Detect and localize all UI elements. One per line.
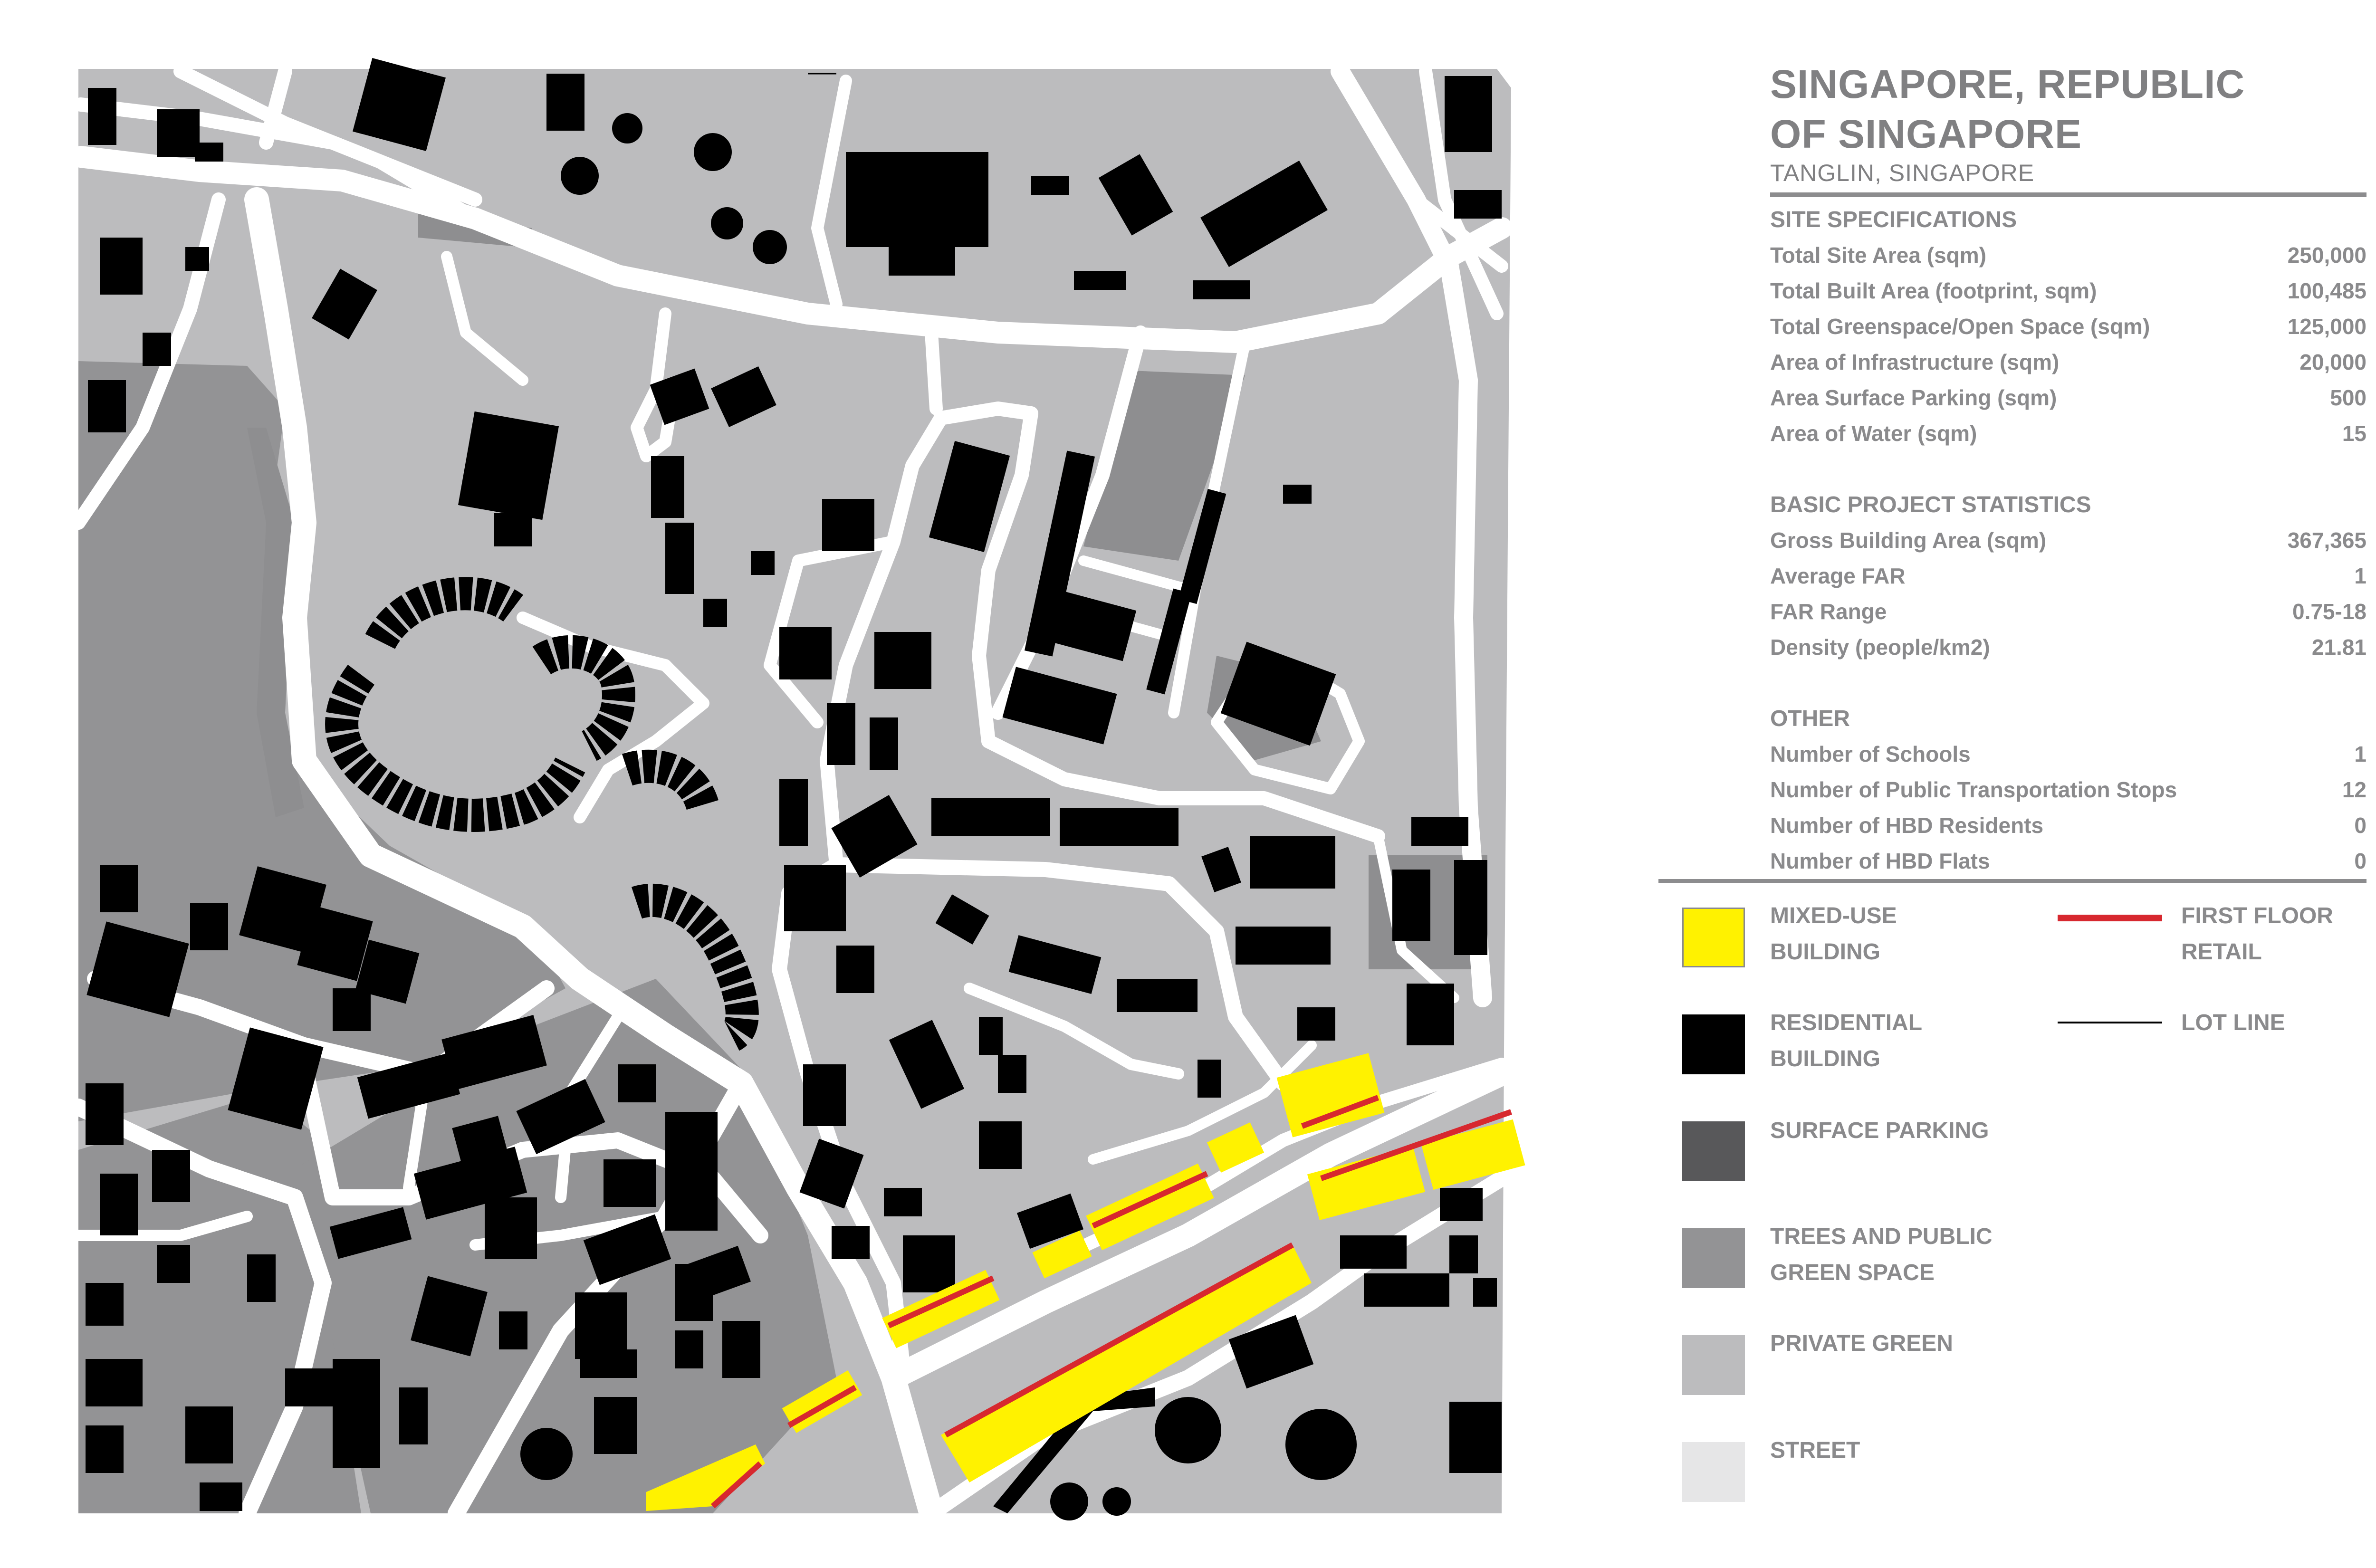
legend-label-street: STREET (1770, 1438, 1860, 1463)
legend-label-lot-line: LOT LINE (2181, 1010, 2285, 1035)
spec-value: 15 (2342, 421, 2366, 446)
legend-line-lot-line (2058, 1022, 2162, 1023)
stat-row (1770, 563, 2366, 592)
other-heading: OTHER (1770, 706, 1850, 731)
legend-swatch-private-green (1682, 1335, 1745, 1395)
legend-label-residential (1770, 1005, 2036, 1077)
legend-mixed-use-line2: BUILDING (1770, 939, 1880, 965)
legend-retail-line2: RETAIL (2181, 939, 2262, 965)
spec-value: 100,485 (2287, 278, 2366, 303)
other-label: Number of HBD Residents (1770, 813, 2044, 838)
spec-row (1770, 349, 2366, 378)
other-value: 12 (2342, 777, 2366, 802)
stat-row (1770, 599, 2366, 627)
other-label: Number of HBD Flats (1770, 849, 1990, 873)
site-specifications-heading: SITE SPECIFICATIONS (1770, 207, 2017, 232)
other-label: Number of Schools (1770, 742, 1971, 766)
stat-row (1770, 527, 2366, 556)
spec-row (1770, 385, 2366, 413)
other-value: 0 (2354, 849, 2366, 873)
stat-label: Gross Building Area (sqm) (1770, 528, 2047, 553)
spec-label: Total Built Area (footprint, sqm) (1770, 278, 2097, 303)
legend-swatch-trees-green (1682, 1228, 1745, 1288)
other-value: 0 (2354, 813, 2366, 838)
stat-label: Density (people/km2) (1770, 635, 1990, 660)
public-green-north (451, 71, 779, 295)
legend-retail-line1: FIRST FLOOR (2181, 903, 2333, 928)
map-subtitle: TANGLIN, SINGAPORE (1770, 160, 2035, 186)
basic-project-statistics-heading: BASIC PROJECT STATISTICS (1770, 492, 2091, 517)
spec-value: 20,000 (2299, 350, 2366, 374)
legend-swatch-mixed-use (1682, 908, 1745, 967)
legend-label-first-floor-retail (2181, 898, 2371, 970)
spec-row (1770, 314, 2366, 342)
legend-trees-line2: GREEN SPACE (1770, 1260, 1935, 1285)
spec-label: Area of Infrastructure (sqm) (1770, 350, 2060, 374)
legend-residential-line1: RESIDENTIAL (1770, 1010, 1923, 1035)
legend-line-first-floor-retail (2058, 915, 2162, 921)
spec-row (1770, 242, 2366, 271)
other-row (1770, 848, 2366, 877)
spec-value: 250,000 (2287, 243, 2366, 268)
legend-swatch-street (1682, 1442, 1745, 1502)
other-value: 1 (2354, 742, 2366, 766)
spec-value: 125,000 (2287, 314, 2366, 339)
legend-swatch-surface-parking (1682, 1121, 1745, 1181)
other-row (1770, 741, 2366, 770)
legend-label-surface-parking: SURFACE PARKING (1770, 1118, 1989, 1143)
other-row (1770, 777, 2366, 805)
spec-label: Area of Water (sqm) (1770, 421, 1977, 446)
other-row (1770, 813, 2366, 841)
legend-mixed-use-line1: MIXED-USE (1770, 903, 1897, 928)
title-divider (1770, 192, 2366, 197)
legend-divider (1658, 879, 2366, 883)
other-label: Number of Public Transportation Stops (1770, 777, 2177, 802)
spec-row (1770, 421, 2366, 449)
spec-label: Total Site Area (sqm) (1770, 243, 1986, 268)
legend-residential-line2: BUILDING (1770, 1046, 1880, 1071)
stat-row (1770, 634, 2366, 663)
spec-value: 500 (2330, 385, 2366, 410)
stat-value: 21.81 (2311, 635, 2366, 660)
stat-label: Average FAR (1770, 564, 1906, 588)
map-title (1770, 59, 2376, 159)
stat-value: 367,365 (2287, 528, 2366, 553)
spec-row (1770, 278, 2366, 306)
legend-trees-line1: TREES AND PUBLIC (1770, 1224, 1993, 1249)
spec-label: Total Greenspace/Open Space (sqm) (1770, 314, 2150, 339)
map-title-line2: OF SINGAPORE (1770, 112, 2082, 156)
spec-label: Area Surface Parking (sqm) (1770, 385, 2057, 410)
legend-label-private-green: PRIVATE GREEN (1770, 1331, 1953, 1356)
stat-value: 1 (2354, 564, 2366, 588)
stat-value: 0.75-18 (2292, 599, 2366, 624)
legend-label-mixed-use (1770, 898, 2036, 970)
legend-swatch-residential (1682, 1014, 1745, 1074)
legend-label-trees-green (1770, 1219, 2036, 1291)
stat-label: FAR Range (1770, 599, 1887, 624)
map-title-line1: SINGAPORE, REPUBLIC (1770, 62, 2245, 106)
